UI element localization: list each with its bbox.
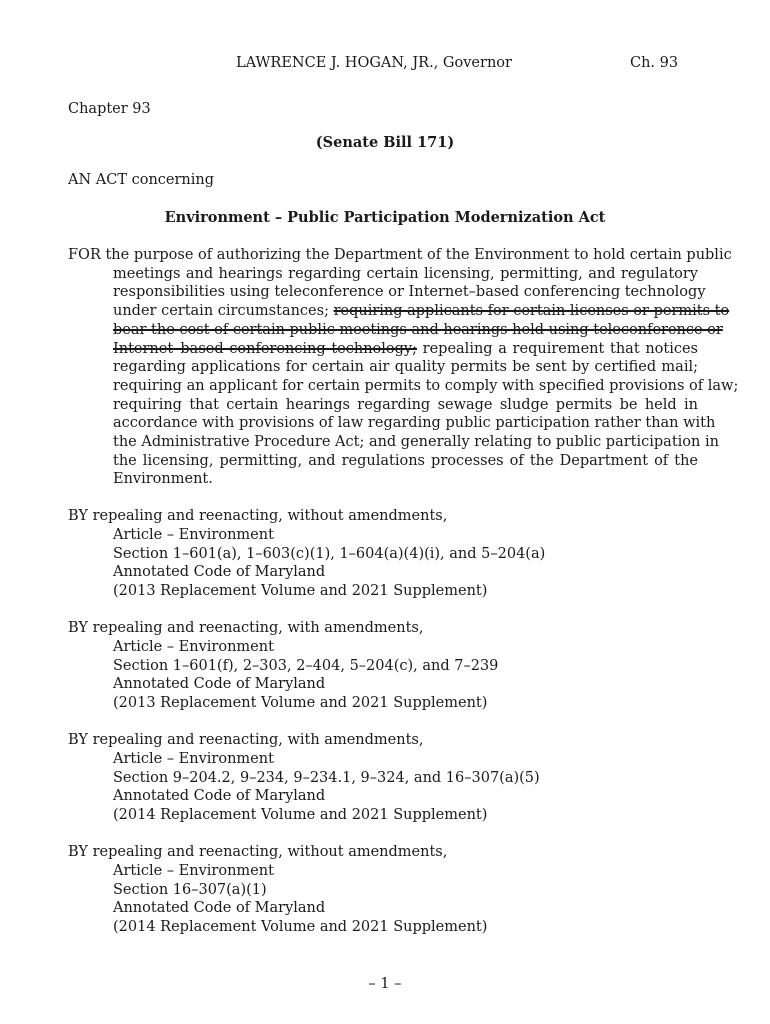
amendment-section: Section 1–601(f), 2–303, 2–404, 5–204(c), and 7–239 — [113, 657, 499, 674]
purpose-line: the licensing, permitting, and regulations processes of the Department of the — [113, 452, 698, 469]
purpose-line: Environment. — [113, 471, 213, 488]
purpose-line: accordance with provisions of law regarding public participation rather than with — [113, 415, 716, 432]
amendment-heading: BY repealing and reenacting, with amendments, — [68, 620, 424, 636]
purpose-line — [68, 302, 730, 321]
header-chapter-ref: Ch. 93 — [630, 55, 679, 71]
purpose-line: requiring that certain hearings regarding sewage sludge permits be held in — [113, 396, 698, 413]
amendment-code: Annotated Code of Maryland — [113, 900, 326, 917]
amendment-section: Section 1–601(a), 1–603(c)(1), 1–604(a)(4)(i), and 5–204(a) — [113, 545, 546, 562]
amendment-volume: (2014 Replacement Volume and 2021 Supplement) — [113, 807, 488, 824]
amendment-code: Annotated Code of Maryland — [113, 788, 326, 805]
amendment-volume: (2013 Replacement Volume and 2021 Supplement) — [113, 695, 488, 712]
act-title: Environment – Public Participation Modernization Act — [164, 209, 606, 226]
purpose-line: responsibilities using teleconference or Internet–based conferencing technology — [113, 284, 706, 301]
amendment-block — [68, 843, 487, 937]
act-concerning: AN ACT concerning — [68, 172, 215, 188]
amendment-article: Article – Environment — [113, 638, 274, 655]
amendment-section: Section 16–307(a)(1) — [113, 881, 267, 898]
purpose-paragraph — [68, 246, 739, 489]
chapter-label: Chapter 93 — [68, 101, 151, 117]
purpose-line — [68, 321, 723, 340]
amendment-block — [68, 619, 498, 713]
amendment-code: Annotated Code of Maryland — [113, 676, 326, 693]
purpose-text: under certain circumstances; — [113, 303, 334, 320]
amendment-section: Section 9–204.2, 9–234, 9–234.1, 9–324, and 16–307(a)(5) — [113, 769, 540, 786]
amendment-block — [68, 731, 540, 825]
amendment-volume: (2014 Replacement Volume and 2021 Supplement) — [113, 919, 488, 936]
amendment-heading: BY repealing and reenacting, without amendments, — [68, 508, 448, 524]
amendment-volume: (2013 Replacement Volume and 2021 Supplement) — [113, 583, 488, 600]
struck-text: requiring applicants for certain licenses or permits to — [333, 303, 730, 320]
purpose-line — [68, 340, 698, 359]
struck-text: Internet–based conferencing technology; — [113, 340, 417, 357]
amendment-code: Annotated Code of Maryland — [113, 564, 326, 581]
purpose-line: requiring an applicant for certain permits to comply with specified provisions of law; — [113, 377, 739, 394]
amendment-article: Article – Environment — [113, 750, 274, 767]
purpose-text: repealing a requirement that notices — [417, 340, 698, 357]
amendment-block — [68, 507, 545, 601]
purpose-line: the Administrative Procedure Act; and generally relating to public participation in — [113, 434, 719, 451]
amendment-heading: BY repealing and reenacting, without amendments, — [68, 844, 448, 860]
purpose-line: FOR the purpose of authorizing the Department of the Environment to hold certain public — [68, 247, 732, 263]
page-number: – 1 – — [368, 976, 402, 992]
bill-number: (Senate Bill 171) — [315, 134, 455, 151]
purpose-line: regarding applications for certain air quality permits be sent by certified mail; — [113, 359, 698, 376]
header-governor: LAWRENCE J. HOGAN, JR., Governor — [236, 55, 512, 71]
purpose-line: meetings and hearings regarding certain licensing, permitting, and regulatory — [113, 265, 698, 282]
struck-text: bear the cost of certain public meetings and hearings held using teleconference or — [113, 321, 723, 338]
amendment-article: Article – Environment — [113, 526, 274, 543]
amendment-article: Article – Environment — [113, 862, 274, 879]
amendment-heading: BY repealing and reenacting, with amendments, — [68, 732, 424, 748]
